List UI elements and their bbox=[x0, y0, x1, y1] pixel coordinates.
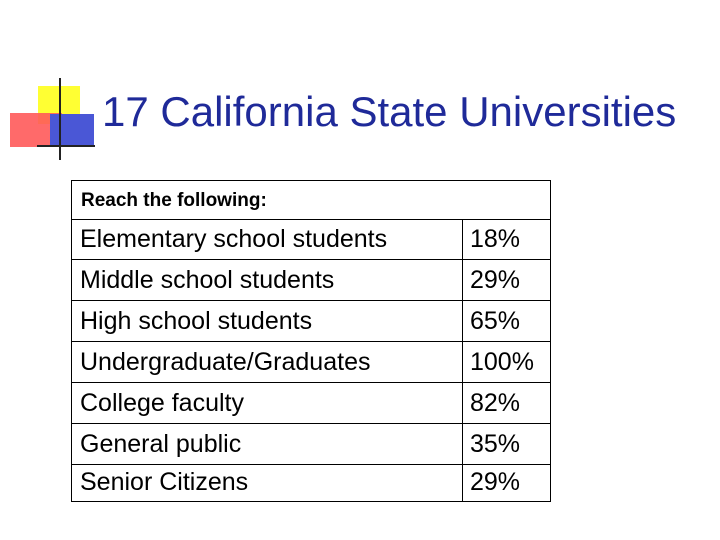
slide-title: 17 California State Universities bbox=[102, 88, 677, 135]
row-label: Elementary school students bbox=[80, 225, 388, 253]
row-value: 100% bbox=[470, 348, 534, 376]
logo-vertical-line bbox=[59, 78, 61, 160]
row-label: High school students bbox=[80, 307, 313, 335]
table-header-row bbox=[72, 181, 550, 220]
table-row bbox=[72, 260, 550, 301]
row-value: 18% bbox=[470, 225, 521, 253]
row-label: General public bbox=[80, 430, 242, 458]
table-row bbox=[72, 424, 550, 465]
row-value: 35% bbox=[470, 430, 521, 458]
row-value: 29% bbox=[470, 266, 521, 294]
table-row bbox=[72, 342, 550, 383]
table-header: Reach the following: bbox=[81, 190, 267, 211]
table-row bbox=[72, 462, 550, 503]
row-value: 29% bbox=[470, 468, 521, 496]
logo-horizontal-line bbox=[37, 145, 95, 147]
table-row bbox=[72, 383, 550, 424]
row-value: 65% bbox=[470, 307, 521, 335]
row-value: 82% bbox=[470, 389, 521, 417]
row-label: Middle school students bbox=[80, 266, 335, 294]
row-label: Senior Citizens bbox=[80, 468, 249, 496]
row-label: College faculty bbox=[80, 389, 244, 417]
table-row bbox=[72, 301, 550, 342]
table-row bbox=[72, 219, 550, 260]
row-label: Undergraduate/Graduates bbox=[80, 348, 371, 376]
slide-logo-icon bbox=[0, 0, 110, 170]
logo-blue-square bbox=[50, 114, 94, 146]
reach-table bbox=[71, 180, 551, 502]
